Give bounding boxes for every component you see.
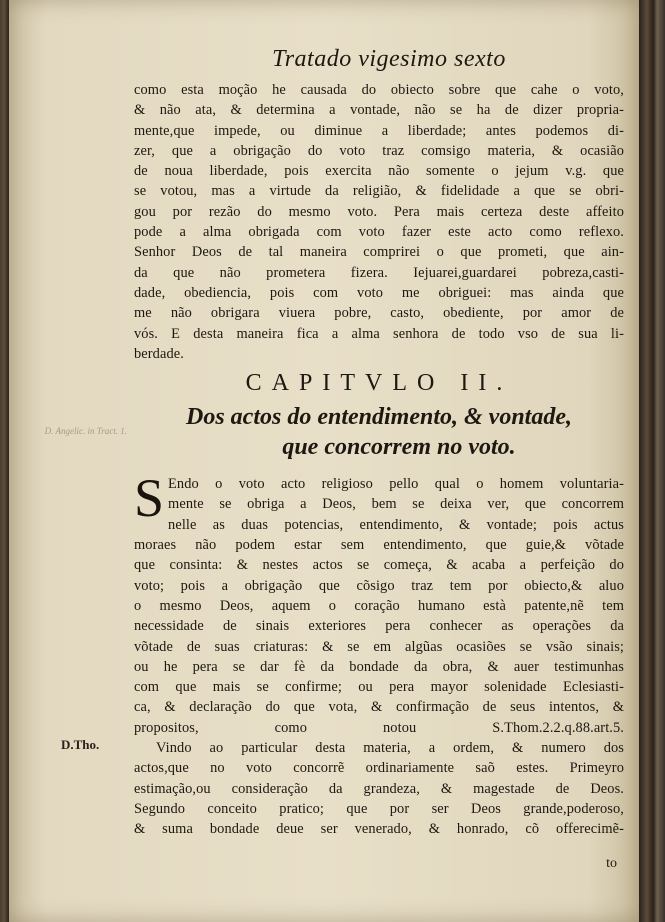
text-line: ou he pera se dar fè da bondade da obra, & auer testimunhas: [134, 658, 624, 675]
text-line: actos,que no voto concorrẽ ordinariamente saõ estes. Primeyro: [134, 760, 624, 777]
drop-cap: S: [134, 468, 165, 529]
book-page: [9, 0, 639, 922]
text-line: voto; pois a obrigação que cõsigo traz tem por obiecto,& aluo: [134, 577, 624, 594]
text-line: nelle as duas potencias, entendimento, & vontade; pois actus: [168, 516, 624, 533]
text-line: võtade de suas criaturas: & se em algũas ocasiões se vsão sinais;: [134, 638, 624, 655]
text-line: ca, & declaração do que vota, & confirmação de seus intentos, &: [134, 699, 624, 716]
text-line: da que não prometera fizera. Iejuarei,guardarei pobreza,casti-: [134, 264, 624, 281]
margin-citation-mark: D.Tho.: [61, 737, 100, 752]
text-line: & não ata, & determina a vontade, não se ha de dizer propria-: [134, 102, 624, 119]
chapter-heading: CAPITVLO II.: [245, 370, 513, 397]
text-line: propositos, como notou S.Thom.2.2.q.88.art.5.: [134, 719, 624, 736]
text-line: estimação,ou consideração da grandeza, & magestade de Deos.: [134, 780, 624, 797]
text-line: pode a alma obrigada com voto fazer este acto como reflexo.: [134, 224, 624, 241]
text-line: Vindo ao particular desta materia, a ordem, & numero dos: [156, 740, 624, 757]
text-line: mente,que impede, ou diminue a liberdade; antes podemos di-: [134, 122, 624, 139]
running-head: Tratado vigesimo sexto: [272, 46, 506, 72]
text-line: zer, que a obrigação do voto traz comsigo materia, & ocasião: [134, 142, 624, 159]
text-line: me não obrigara viuera pobre, casto, obediente, por amor de: [134, 305, 624, 322]
catchword: to: [606, 856, 617, 871]
chapter-title-line-2: que concorrem no voto.: [282, 434, 516, 461]
text-line: Senhor Deos de tal maneira comprirei o que prometi, que ain-: [134, 244, 624, 261]
text-line: de noua liberdade, pois exercita não somente o jejum v.g. que: [134, 163, 624, 180]
text-line: necessidade de sinais exteriores pera conhecer as operações da: [134, 618, 624, 635]
book-binding-edge: [639, 0, 665, 922]
opening-paragraph: [134, 80, 624, 364]
chapter-title-line-1: Dos actos do entendimento, & vontade,: [186, 404, 572, 431]
text-line: Endo o voto acto religioso pello qual o homem voluntaria-: [168, 476, 624, 493]
text-line: & suma bondade deue ser venerado, & honrado, cõ offerecimẽ-: [134, 821, 624, 838]
text-line: vós. E desta maneira fica a alma senhora de todo vso de sua li-: [134, 325, 624, 342]
faded-margin-note: D. Angelic. in Tract. 1.: [44, 426, 127, 436]
text-line: com que mais se confirme; ou pera mayor solenidade Eclesiasti-: [134, 679, 624, 696]
text-line: mente se obriga a Deos, bem se deixa ver, que concorrem: [168, 496, 624, 513]
second-paragraph: [134, 738, 624, 839]
first-paragraph: [134, 468, 624, 738]
text-line: o mesmo Deos, aquem o coração humano està patente,nẽ tem: [134, 597, 624, 614]
text-line: Segundo conceito pratico; que por ser Deos grande,poderoso,: [134, 800, 624, 817]
text-line: se votou, mas a virtude da religião, & fidelidade a que se obri-: [134, 183, 624, 200]
text-line: berdade.: [134, 345, 184, 362]
text-line: como esta moção he causada do obiecto sobre que cahe o voto,: [134, 82, 624, 98]
page-content: [134, 44, 624, 840]
text-line: gou por rezão do mesmo voto. Pera mais certeza deste affeito: [134, 203, 624, 220]
text-line: moraes não podem estar sem entendimento, que guie,& võtade: [134, 537, 624, 554]
text-line: dade, obediencia, pois com voto me obriguei: mas ainda que: [134, 284, 624, 301]
text-line: que consinta: & nestes actos se começa, & acaba a perfeição do: [134, 557, 624, 574]
